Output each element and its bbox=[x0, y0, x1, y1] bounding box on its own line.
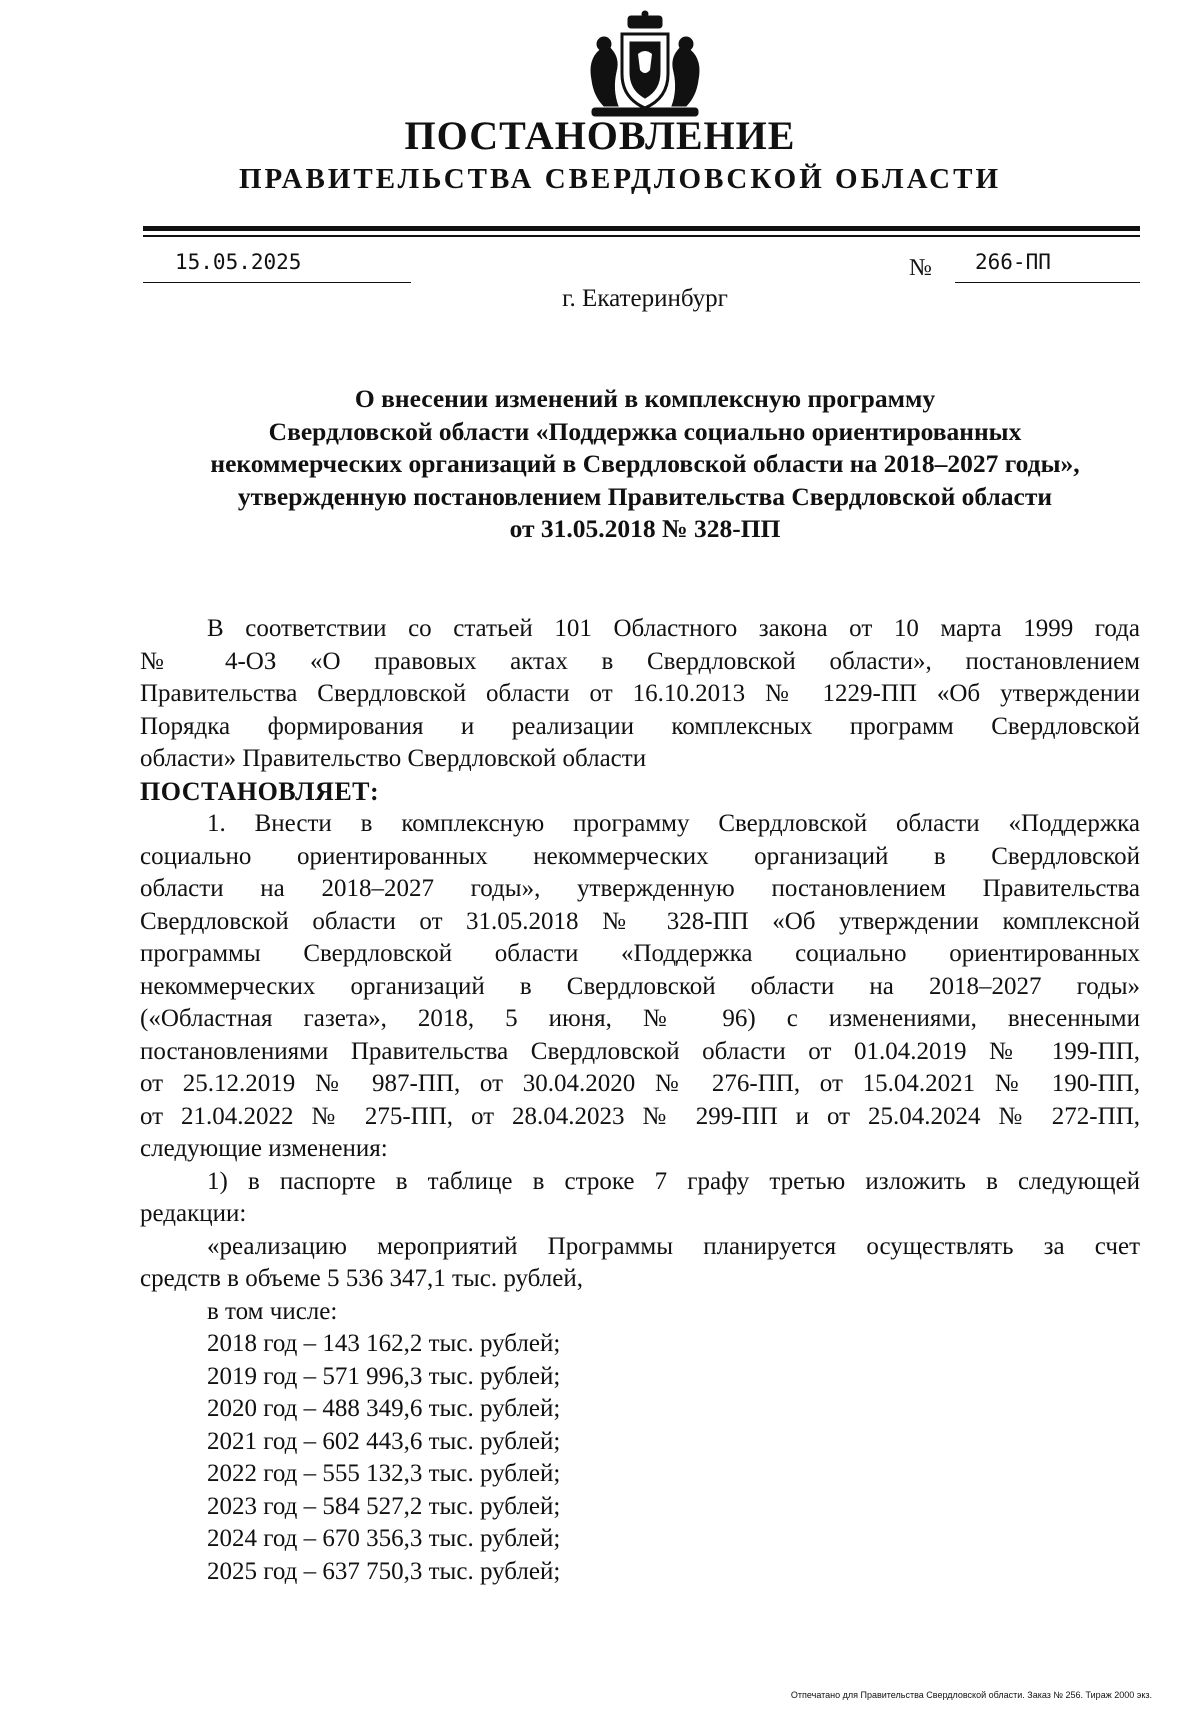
preamble-line: Порядка формирования и реализации комплексных программ Свердловской bbox=[140, 712, 1140, 740]
heading-line: Свердловской области «Поддержка социально ориентированных bbox=[268, 416, 1022, 446]
item-line: 1) в паспорте в таблице в строке 7 графу третью изложить в следующей bbox=[207, 1167, 1140, 1195]
clause-line: некоммерческих организаций в Свердловской области на 2018–2027 годы» bbox=[140, 972, 1140, 1000]
heading-line: от 31.05.2018 № 328-ПП bbox=[509, 514, 781, 543]
quote-line: «реализацию мероприятий Программы планируется осуществлять за счет bbox=[207, 1232, 1140, 1260]
year-amount-line: 2020 год – 488 349,6 тыс. рублей; bbox=[207, 1395, 561, 1422]
clause-line: 1. Внести в комплексную программу Свердловской области «Поддержка bbox=[207, 810, 1140, 837]
print-footer: Отпечатано для Правительства Свердловской области. Заказ № 256. Тираж 2000 экз. bbox=[790, 1690, 1152, 1700]
clause-line: социально ориентированных некоммерческих организаций в Свердловской bbox=[140, 842, 1140, 870]
clause-line: от 25.12.2019 № 987-ПП, от 30.04.2020 № 276-ПП, от 15.04.2021 № 190-ПП, bbox=[140, 1070, 1140, 1097]
decree-word: ПОСТАНОВЛЯЕТ: bbox=[140, 776, 380, 806]
clause-line: постановлениями Правительства Свердловской области от 01.04.2019 № 199-ПП, bbox=[140, 1037, 1140, 1065]
number-sign: № bbox=[909, 255, 932, 281]
header-divider-thin bbox=[143, 235, 1140, 237]
year-amount-line: 2021 год – 602 443,6 тыс. рублей; bbox=[207, 1427, 561, 1455]
heading-line: некоммерческих организаций в Свердловской области на 2018–2027 годы», bbox=[210, 449, 1080, 478]
quote-line: средств в объеме 5 536 347,1 тыс. рублей, bbox=[140, 1265, 583, 1292]
preamble-line: области» Правительство Свердловской области bbox=[140, 745, 647, 772]
number-field bbox=[955, 250, 1140, 283]
year-amount-line: 2019 год – 571 996,3 тыс. рублей; bbox=[207, 1362, 561, 1390]
document-body bbox=[140, 613, 1140, 1588]
city: г. Екатеринбург bbox=[562, 285, 728, 312]
item-line: редакции: bbox=[140, 1200, 247, 1227]
preamble-line: В соответствии со статьей 101 Областного закона от 10 марта 1999 года bbox=[207, 615, 1140, 642]
document-number: 266-ПП bbox=[975, 250, 1051, 274]
clause-line: от 21.04.2022 № 275-ПП, от 28.04.2023 № 299-ПП и от 25.04.2024 № 272-ПП, bbox=[140, 1102, 1140, 1130]
document-subtitle: ПРАВИТЕЛЬСТВА СВЕРДЛОВСКОЙ ОБЛАСТИ bbox=[238, 163, 1002, 195]
clause-line: области на 2018–2027 годы», утвержденную постановлением Правительства bbox=[140, 875, 1140, 902]
document-title: ПОСТАНОВЛЕНИЕ bbox=[404, 113, 796, 158]
date-field bbox=[143, 250, 411, 283]
document-heading bbox=[150, 383, 1140, 546]
preamble-line: № 4-ОЗ «О правовых актах в Свердловской области», постановлением bbox=[140, 647, 1140, 675]
document-date: 15.05.2025 bbox=[175, 250, 302, 274]
year-amount-line: 2025 год – 637 750,3 тыс. рублей; bbox=[207, 1557, 561, 1585]
preamble-line: Правительства Свердловской области от 16.10.2013 № 1229-ПП «Об утверждении bbox=[140, 680, 1140, 707]
coat-of-arms-emblem bbox=[570, 10, 720, 120]
header-divider-thick bbox=[143, 226, 1140, 231]
year-amount-line: 2018 год – 143 162,2 тыс. рублей; bbox=[207, 1330, 561, 1357]
heading-line: О внесении изменений в комплексную программу bbox=[354, 384, 936, 413]
heading-line: утвержденную постановлением Правительства Свердловской области bbox=[237, 481, 1053, 511]
clause-line: («Областная газета», 2018, 5 июня, № 96) с изменениями, внесенными bbox=[140, 1005, 1140, 1032]
year-amount-line: 2022 год – 555 132,3 тыс. рублей; bbox=[207, 1460, 561, 1487]
year-amount-line: 2024 год – 670 356,3 тыс. рублей; bbox=[207, 1525, 561, 1552]
clause-line: Свердловской области от 31.05.2018 № 328-ПП «Об утверждении комплексной bbox=[140, 907, 1140, 935]
clause-line: следующие изменения: bbox=[140, 1135, 388, 1162]
year-amount-line: 2023 год – 584 527,2 тыс. рублей; bbox=[207, 1492, 561, 1520]
including-label: в том числе: bbox=[207, 1297, 338, 1325]
clause-line: программы Свердловской области «Поддержка социально ориентированных bbox=[140, 940, 1140, 967]
